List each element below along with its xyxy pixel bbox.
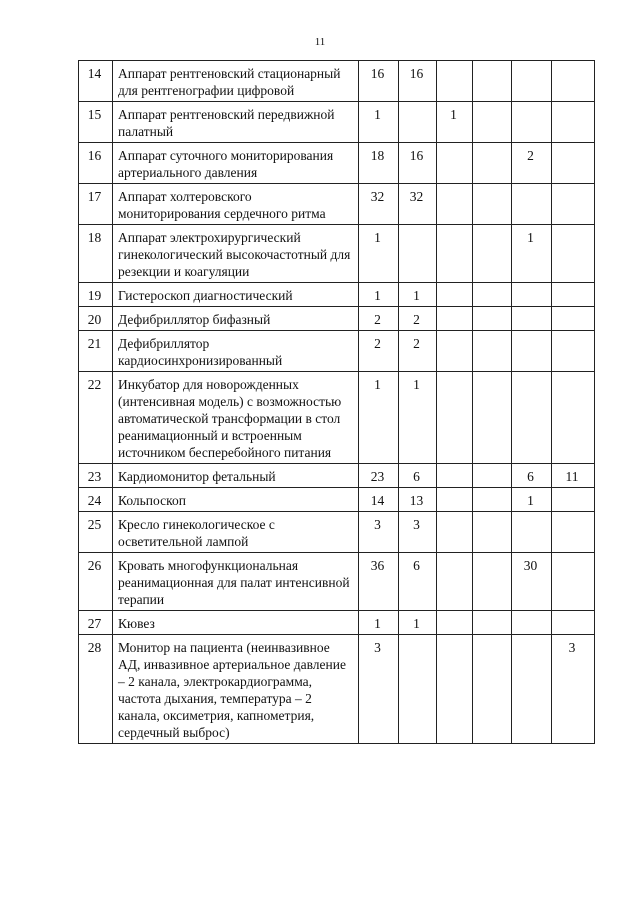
- row-number-cell: 27: [79, 611, 113, 635]
- equipment-table: [78, 60, 595, 744]
- row-number-cell: 21: [79, 331, 113, 372]
- quantity-cell-c4: [473, 512, 512, 553]
- row-number-cell: 15: [79, 102, 113, 143]
- table-body: [79, 61, 595, 744]
- quantity-cell-c5: 2: [512, 143, 552, 184]
- quantity-cell-c1: 18: [359, 143, 399, 184]
- quantity-cell-c2: 2: [399, 331, 437, 372]
- quantity-cell-c4: [473, 635, 512, 744]
- equipment-name-cell: Аппарат рентгеновский стационарный для рентгенографии цифровой: [113, 61, 359, 102]
- quantity-cell-c2: 13: [399, 488, 437, 512]
- quantity-cell-c3: [437, 372, 473, 464]
- quantity-cell-c1: 23: [359, 464, 399, 488]
- table-row: [79, 307, 595, 331]
- equipment-name-cell: Монитор на пациента (неинвазивное АД, инвазивное артериальное давление – 2 канала, электрокардиограмма, частота дыхания, температура – 2 канала, оксиметрия, капнометрия, сердечный выброс): [113, 635, 359, 744]
- quantity-cell-c3: [437, 635, 473, 744]
- quantity-cell-c3: [437, 331, 473, 372]
- quantity-cell-c1: 14: [359, 488, 399, 512]
- equipment-name-cell: Аппарат холтеровского мониторирования сердечного ритма: [113, 184, 359, 225]
- quantity-cell-c3: 1: [437, 102, 473, 143]
- quantity-cell-c3: [437, 61, 473, 102]
- quantity-cell-c6: [552, 488, 595, 512]
- quantity-cell-c3: [437, 143, 473, 184]
- quantity-cell-c1: 3: [359, 635, 399, 744]
- quantity-cell-c4: [473, 184, 512, 225]
- quantity-cell-c5: [512, 102, 552, 143]
- table-row: [79, 184, 595, 225]
- quantity-cell-c6: [552, 372, 595, 464]
- equipment-name-cell: Дефибриллятор бифазный: [113, 307, 359, 331]
- row-number-cell: 24: [79, 488, 113, 512]
- quantity-cell-c6: 11: [552, 464, 595, 488]
- equipment-name-cell: Кардиомонитор фетальный: [113, 464, 359, 488]
- quantity-cell-c2: 2: [399, 307, 437, 331]
- equipment-name-cell: Аппарат рентгеновский передвижной палатный: [113, 102, 359, 143]
- quantity-cell-c1: 1: [359, 611, 399, 635]
- quantity-cell-c5: [512, 331, 552, 372]
- row-number-cell: 28: [79, 635, 113, 744]
- quantity-cell-c6: [552, 512, 595, 553]
- quantity-cell-c5: [512, 635, 552, 744]
- quantity-cell-c2: 32: [399, 184, 437, 225]
- row-number-cell: 16: [79, 143, 113, 184]
- quantity-cell-c4: [473, 225, 512, 283]
- table-row: [79, 331, 595, 372]
- quantity-cell-c3: [437, 225, 473, 283]
- equipment-name-cell: Аппарат электрохирургический гинекологический высокочастотный для резекции и коагуляции: [113, 225, 359, 283]
- quantity-cell-c5: [512, 372, 552, 464]
- quantity-cell-c6: 3: [552, 635, 595, 744]
- quantity-cell-c2: 6: [399, 553, 437, 611]
- table-row: [79, 553, 595, 611]
- quantity-cell-c2: [399, 635, 437, 744]
- quantity-cell-c3: [437, 512, 473, 553]
- quantity-cell-c6: [552, 61, 595, 102]
- quantity-cell-c6: [552, 225, 595, 283]
- quantity-cell-c3: [437, 488, 473, 512]
- quantity-cell-c6: [552, 611, 595, 635]
- quantity-cell-c1: 16: [359, 61, 399, 102]
- quantity-cell-c4: [473, 102, 512, 143]
- quantity-cell-c2: [399, 225, 437, 283]
- quantity-cell-c4: [473, 553, 512, 611]
- quantity-cell-c3: [437, 553, 473, 611]
- row-number-cell: 18: [79, 225, 113, 283]
- table-row: [79, 372, 595, 464]
- table-row: [79, 143, 595, 184]
- quantity-cell-c2: 1: [399, 611, 437, 635]
- quantity-cell-c4: [473, 488, 512, 512]
- quantity-cell-c1: 1: [359, 102, 399, 143]
- quantity-cell-c4: [473, 283, 512, 307]
- quantity-cell-c3: [437, 307, 473, 331]
- row-number-cell: 20: [79, 307, 113, 331]
- quantity-cell-c3: [437, 464, 473, 488]
- quantity-cell-c4: [473, 61, 512, 102]
- quantity-cell-c1: 2: [359, 331, 399, 372]
- quantity-cell-c2: 1: [399, 283, 437, 307]
- quantity-cell-c4: [473, 331, 512, 372]
- quantity-cell-c4: [473, 307, 512, 331]
- quantity-cell-c3: [437, 184, 473, 225]
- row-number-cell: 14: [79, 61, 113, 102]
- quantity-cell-c5: [512, 283, 552, 307]
- quantity-cell-c5: [512, 184, 552, 225]
- quantity-cell-c5: [512, 611, 552, 635]
- quantity-cell-c1: 32: [359, 184, 399, 225]
- quantity-cell-c2: 6: [399, 464, 437, 488]
- quantity-cell-c5: [512, 307, 552, 331]
- quantity-cell-c6: [552, 553, 595, 611]
- quantity-cell-c1: 3: [359, 512, 399, 553]
- quantity-cell-c5: 30: [512, 553, 552, 611]
- quantity-cell-c6: [552, 184, 595, 225]
- table-row: [79, 464, 595, 488]
- row-number-cell: 26: [79, 553, 113, 611]
- quantity-cell-c3: [437, 611, 473, 635]
- equipment-name-cell: Гистероскоп диагностический: [113, 283, 359, 307]
- quantity-cell-c1: 2: [359, 307, 399, 331]
- quantity-cell-c1: 1: [359, 283, 399, 307]
- equipment-name-cell: Кресло гинекологическое с осветительной лампой: [113, 512, 359, 553]
- quantity-cell-c5: 6: [512, 464, 552, 488]
- quantity-cell-c1: 1: [359, 372, 399, 464]
- table-row: [79, 611, 595, 635]
- quantity-cell-c6: [552, 283, 595, 307]
- quantity-cell-c2: 1: [399, 372, 437, 464]
- quantity-cell-c4: [473, 372, 512, 464]
- quantity-cell-c1: 36: [359, 553, 399, 611]
- quantity-cell-c2: 16: [399, 61, 437, 102]
- quantity-cell-c2: [399, 102, 437, 143]
- quantity-cell-c6: [552, 307, 595, 331]
- table-row: [79, 61, 595, 102]
- quantity-cell-c3: [437, 283, 473, 307]
- table-row: [79, 512, 595, 553]
- equipment-name-cell: Дефибриллятор кардиосинхронизированный: [113, 331, 359, 372]
- quantity-cell-c6: [552, 331, 595, 372]
- equipment-name-cell: Инкубатор для новорожденных (интенсивная модель) с возможностью автоматической трансформации в стол реанимационный и встроенным источником бесперебойного питания: [113, 372, 359, 464]
- quantity-cell-c4: [473, 464, 512, 488]
- quantity-cell-c5: 1: [512, 488, 552, 512]
- row-number-cell: 17: [79, 184, 113, 225]
- table-row: [79, 635, 595, 744]
- quantity-cell-c6: [552, 143, 595, 184]
- quantity-cell-c5: [512, 61, 552, 102]
- table-row: [79, 488, 595, 512]
- row-number-cell: 19: [79, 283, 113, 307]
- row-number-cell: 22: [79, 372, 113, 464]
- table-row: [79, 102, 595, 143]
- row-number-cell: 25: [79, 512, 113, 553]
- table-row: [79, 283, 595, 307]
- quantity-cell-c2: 3: [399, 512, 437, 553]
- quantity-cell-c5: [512, 512, 552, 553]
- table-row: [79, 225, 595, 283]
- equipment-name-cell: Аппарат суточного мониторирования артериального давления: [113, 143, 359, 184]
- quantity-cell-c4: [473, 611, 512, 635]
- quantity-cell-c5: 1: [512, 225, 552, 283]
- row-number-cell: 23: [79, 464, 113, 488]
- equipment-name-cell: Кольпоскоп: [113, 488, 359, 512]
- quantity-cell-c4: [473, 143, 512, 184]
- equipment-name-cell: Кювез: [113, 611, 359, 635]
- equipment-name-cell: Кровать многофункциональная реанимационная для палат интенсивной терапии: [113, 553, 359, 611]
- quantity-cell-c2: 16: [399, 143, 437, 184]
- quantity-cell-c6: [552, 102, 595, 143]
- page-number: 11: [314, 36, 326, 48]
- quantity-cell-c1: 1: [359, 225, 399, 283]
